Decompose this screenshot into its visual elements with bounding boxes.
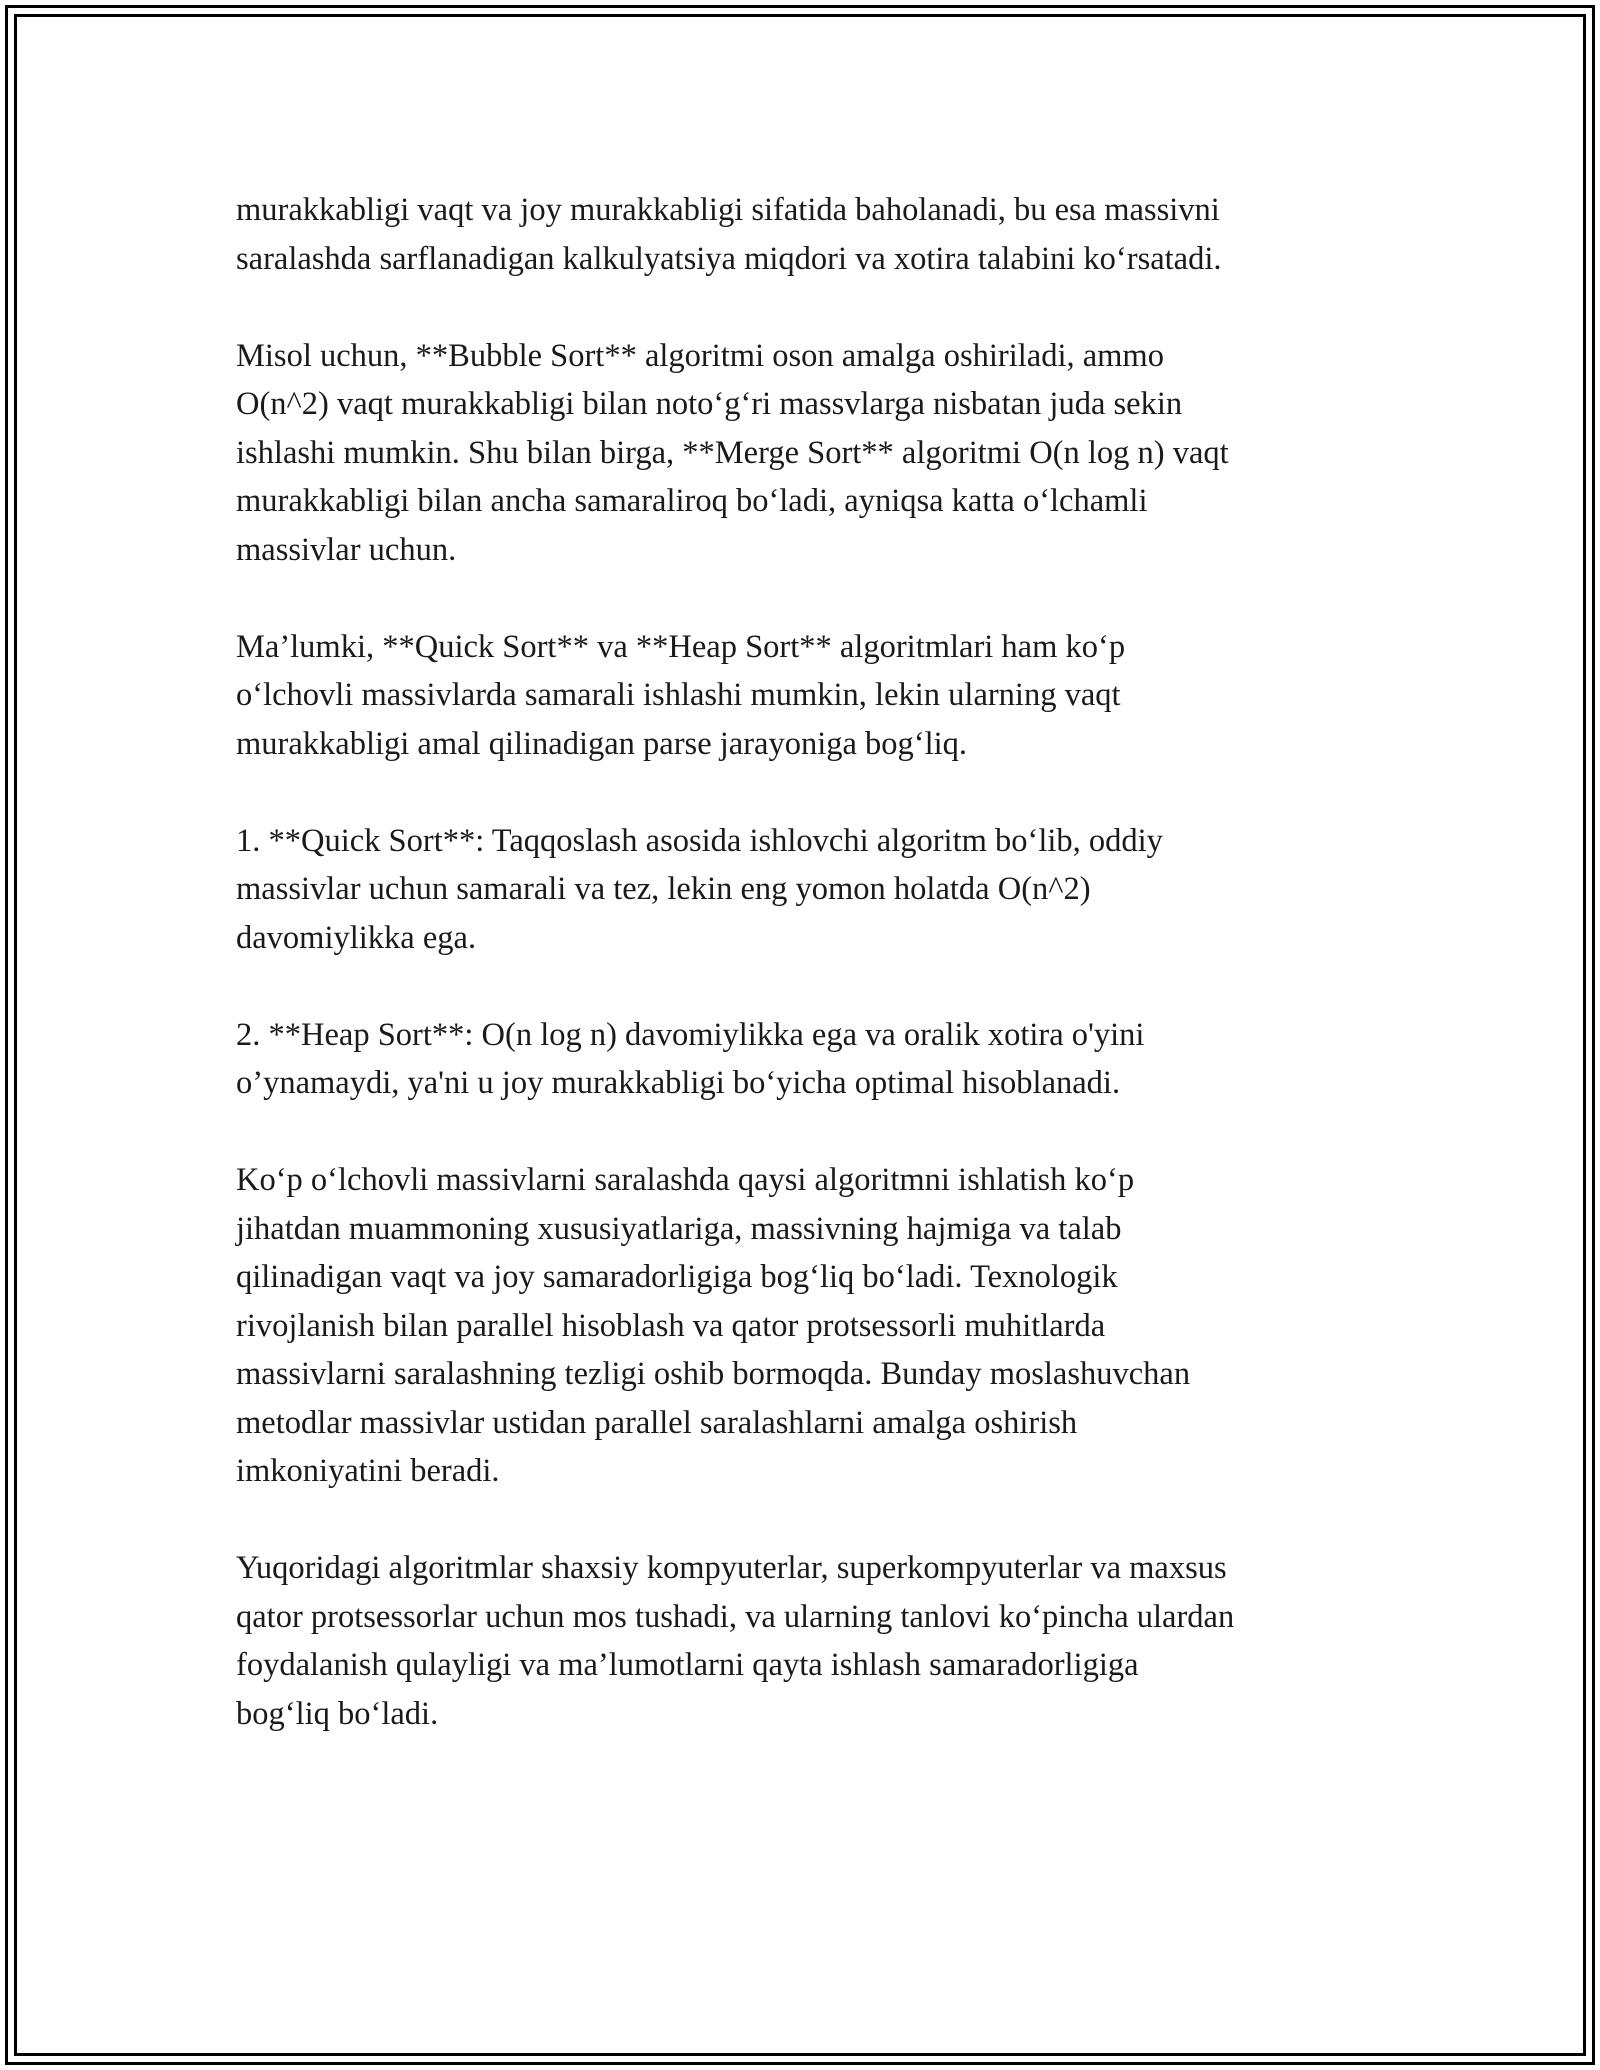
paragraph-complexity-intro: murakkabligi vaqt va joy murakkabligi sifatida baholanadi, bu esa massivni saralashda sarflanadigan kalkulyatsiya miqdori va xotira talabini ko‘rsatadi. (236, 192, 1222, 277)
paragraph-quick-heap-intro: Ma’lumki, **Quick Sort** va **Heap Sort** algoritmlari ham ko‘p o‘lchovli massivlarda samarali ishlashi mumkin, lekin ularning vaqt murakkabligi amal qilinadigan parse jarayoniga bog‘liq. (236, 628, 1126, 762)
paragraph-algorithm-choice: Ko‘p o‘lchovli massivlarni saralashda qaysi algoritmni ishlatish ko‘p jihatdan muammoning xususiyatlariga, massivning hajmiga va talab qilinadigan vaqt va joy samaradorligiga bog‘liq bo‘ladi. Texnologik rivojlanish bilan parallel hisoblash va qator protsessorli muhitlarda massivlarni saralashning tezligi oshib bormoqda. Bunday moslashuvchan metodlar massivlar ustidan parallel saralashlarni amalga oshirish imkoniyatini beradi. (236, 1162, 1191, 1489)
paragraph-conclusion: Yuqoridagi algoritmlar shaxsiy kompyuterlar, superkompyuterlar va maxsus qator protsessorlar uchun mos tushadi, va ularning tanlovi ko‘pincha ulardan foydalanish qulayligi va ma’lumotlarni qayta ishlash samaradorligiga bog‘liq bo‘ladi. (236, 1550, 1235, 1732)
paragraph-quick-sort-item: 1. **Quick Sort**: Taqqoslash asosida ishlovchi algoritm bo‘lib, oddiy massivlar uchun samarali va tez, lekin eng yomon holatda O(n^2) davomiylikka ega. (236, 822, 1163, 956)
paragraph-heap-sort-item: 2. **Heap Sort**: O(n log n) davomiylikka ega va oralik xotira o'yini o’ynamaydi, ya'ni u joy murakkabligi bo‘yicha optimal hisoblanadi. (236, 1016, 1145, 1101)
document-body (236, 186, 1386, 1787)
paragraph-bubble-merge-sort: Misol uchun, **Bubble Sort** algoritmi oson amalga oshiriladi, ammo O(n^2) vaqt murakkabligi bilan noto‘g‘ri massvlarga nisbatan juda sekin ishlashi mumkin. Shu bilan birga, **Merge Sort** algoritmi O(n log n) vaqt murakkabligi bilan ancha samaraliroq bo‘ladi, ayniqsa katta o‘lchamli massivlar uchun. (236, 337, 1229, 568)
